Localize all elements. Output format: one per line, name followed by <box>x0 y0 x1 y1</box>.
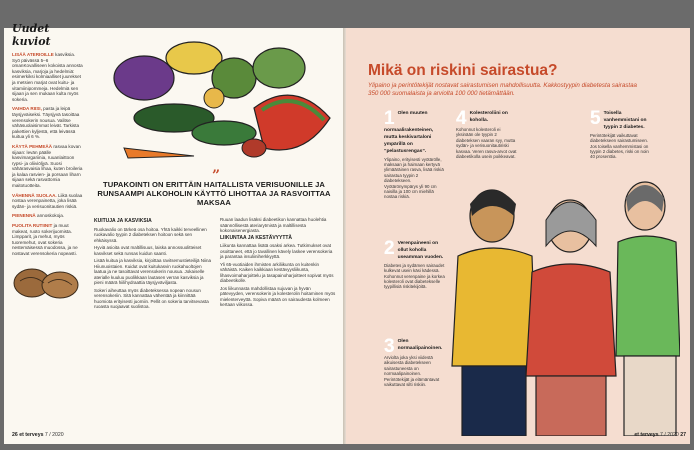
fact-item <box>590 110 652 160</box>
fact-heading: Olen muuten normaalirakenteinen, mutta keskivartaloni ympärillä on “pelastusrengas”. <box>384 111 434 154</box>
fact-item <box>384 110 446 200</box>
fact-body: Arviolta joka yksi viidestä aikuisesta diabetekseen sairastuneesta on normaalipainoinen. Perintötekijät ja elämäntavat vaikuttavat silti riskiin. <box>384 355 440 388</box>
pull-quote: TUPAKOINTI ON ERITTÄIN HAITALLISTA VERISUONILLE JA RUNSAAMPI ALKOHOLIN KÄYTTÖ LIHOTTAA JA RASVOITTAA MAKSAA <box>97 180 331 208</box>
fact-number: 1 <box>384 108 395 129</box>
paragraph: Ruuan laadun lisäksi diabeetikon kannattaa huolehtia säännöllisestä ateriarytmistä ja maltillisesta kokonaisenergiasta. <box>220 217 327 233</box>
tip-text: annoskokoja. <box>37 213 65 219</box>
lead-paragraph: Ylipaino ja perintötekijät nostavat sairastumisen mahdollisuutta. Kakkostyypin diabetesta sairastaa 350 000 suomalaista ja arviolta 100 000 tietämättään. <box>368 82 637 97</box>
magazine-name: et terveys <box>19 432 44 438</box>
folio-right <box>634 432 686 438</box>
fact-heading: Toisella vanhemmistani on tyypin 2 diabetes. <box>603 111 647 130</box>
section-heading: KUITUJA JA KASVIKSIA <box>94 218 152 224</box>
paragraph: Jos liikunnasta mahdollistaa sujuvan ja hyvän pätevyyden, verensokerin ja kolesterolin hoitaminen myös mielenterveyttä. Sopiva määrä on sairaudesta kolmeen kertaan viikossa. <box>220 285 336 307</box>
magazine-name: et terveys <box>634 432 659 438</box>
quote-mark: ” <box>212 168 221 184</box>
fact-number: 4 <box>456 108 467 129</box>
sidebar-tip <box>12 193 84 210</box>
paragraph: Ruokavalio on tärkeä osa hoitoa. Yhtä kaikki terveellinen ruokavalio tyypin 2 diabeteksen hoitoon sekä sen ehkäisyssä. <box>94 226 207 243</box>
sidebar-box <box>12 22 84 306</box>
fact-body: Diabetes ja sydämen sairaudet kulkevat usein käsi kädessä. Kohonnut verenpaine ja korkea kolesteroli ovat diabetekselle tyypillisiä riskitekijöitä. <box>384 262 445 290</box>
people-illustration <box>440 176 680 436</box>
fact-item <box>384 240 446 290</box>
nuts-illustration <box>12 261 82 301</box>
fact-number: 3 <box>384 336 395 357</box>
issue-number: 7 / 2020 <box>660 432 679 438</box>
fact-body: Ylipaino, erityisesti vyötärölle, maksaan ja haimaan kertyvä ylimääräinen rasva, lisää riskiä sairastua tyypin 2 diabetekseen. Vyötärönympärys yli 90 cm naisilla ja 100 cm miehillä nostaa riskiä. <box>384 156 444 200</box>
paragraph: Hyviä asioita ovat maltillisuus, laiska annossuolitteiset kasvikset sekä runsas kuidun saanti. <box>94 245 202 256</box>
tip-lead: LISÄÄ ATERIOILLE <box>12 52 54 57</box>
sidebar-tip <box>12 144 84 189</box>
tip-text: Liikä suolaa nostaa verenpainetta, joka lisää sydän- ja verisuonitautien riskiä. <box>12 192 83 209</box>
tip-lead: KÄYTÄ PEHMEÄÄ <box>12 143 53 149</box>
paragraph: Yli 65-vuotiaiden ihmisten arkiliikunta on kuitenkin vähäistä. Kaiken kaikkiaan kestävyysliikunta, lihasvoimaharjoittelu ja tasapainoharjoitteet sopivat myös diabeetikolle. <box>220 261 334 283</box>
tip-text: pasta ja leipä täysjyväiseksi. Täysjyvä tasoittaa verensokerin nousua. Valitse vähäsuolaisimmat leivät. Tarkista pakettien kyljestä, että leivässä kuitua yli 6 %. <box>12 106 80 140</box>
sidebar-tip <box>12 52 84 102</box>
fact-heading: Kolesteroliini on koholla. <box>469 111 508 123</box>
tip-lead: VAIHDA RIISI, <box>12 106 42 112</box>
fact-heading: Olen normaalipainoinen. <box>397 339 443 351</box>
paragraph: Liikunta kannattaa lisätä osaksi arkea. Tutkimukset ovat osoittaneet, että jo tavallinen kävely laskee verensokeria ja parantaa insuliiniherkkyyttä. <box>220 243 333 259</box>
tip-lead: PIENENNÄ <box>12 213 36 219</box>
tip-lead: VÄHENNÄ SUOLAA. <box>12 192 57 198</box>
person-middle <box>526 200 616 436</box>
fact-item <box>384 338 446 387</box>
page-number: 26 <box>12 432 18 438</box>
fact-body: Kohonnut kolesteroli ei yksinään ole tyypin 2 diabeteksen vaaran syy, mutta sydän- ja verisuonitautiriski kasvaa. Veren rasva-arvot ovat diabeetikolla usein poikkeavat. <box>456 127 517 160</box>
issue-number: 7 / 2020 <box>44 432 64 438</box>
tip-lead: PUOLITA RUTIINIT <box>12 223 53 229</box>
page-number: 27 <box>680 432 686 438</box>
sidebar-tip <box>12 106 84 140</box>
sidebar-tip <box>12 223 84 257</box>
article-column <box>220 217 336 310</box>
paragraph: Lisää kuitua ja kasviksia, kirjoittaa ravitsemustieteilijä Niina Hiiunuoistaien. Kuidut ovat kuitukasvin ruokahuoltojen laatua ja ne tasoittavat verensokerin nousua. Jokaiselle aterialle kuuluu puolikkaan lautasen verran kasviksia ja pieni määrä hiilihydraattia täysjyväviljasta. <box>94 258 212 285</box>
fact-heading: Verenpaineeni on ollut koholla useamman vuoden. <box>397 241 444 260</box>
fact-item <box>456 110 518 159</box>
article-column <box>94 217 212 312</box>
section-heading: LIIKUNTAA JA KESTÄVYYTTÄ <box>220 234 293 241</box>
person-right <box>616 182 680 436</box>
tip-text: rasvaa kovan sijaan: levän päälle kasvimargariinia, ruuanlaittoon rypsi- ja oliiviöljyä. Suosi vähärasvaisia lihaa, kuten broileria ja kalaa rasvien- ja porsaan liharn sijaan sekä rasvattomia maitotuotteita. <box>12 143 83 189</box>
tip-text: ja muut makeat, ruoto sokerijuomista. Limpparit, ja mehut, myös tuoremehut, ovat sokeria nestemäisessä muodossa, ja ne nostavat verensokeria nopeasti. <box>12 223 78 256</box>
page-title: Mikä on riskini sairastua? <box>368 62 558 79</box>
fact-number: 5 <box>590 108 601 129</box>
vegetables-illustration <box>104 38 332 166</box>
folio-left <box>12 432 64 438</box>
sidebar-title: Uudet kuviot <box>12 22 51 48</box>
paragraph: Sokeri aiheuttaa myös diabeteksessa nopean nousun verensokeriin. Sitä kannattaa vähentää ja kiinnittää huomiota erityisesti juomiin. Pellit on sokeria tarvitsevasta ruoasta suojaavat suolistoa. <box>94 287 209 309</box>
tip-text: kasviksia. Syö päivässä 5–6 omanKovalliseen kokoista annosta kasviksia, marjoja ja hedelmiä: esimerkiksi kolmiaalliset juurekset ja metsien marjat ovat kuitu- ja vitamiinipommeja. Hedelmiä sen sijaan ja sen mukaan kulta myös sokeria. <box>12 52 83 102</box>
sidebar-tip <box>12 213 84 219</box>
fact-number: 2 <box>384 238 395 259</box>
fact-body: Perintötekijät vaikuttavat diabetekseen sairastumiseen. Jos toisella vanhemmistasi on tyypin 2 diabetes, riski on noin 40 prosenttia. <box>590 132 649 160</box>
person-left <box>452 190 536 436</box>
